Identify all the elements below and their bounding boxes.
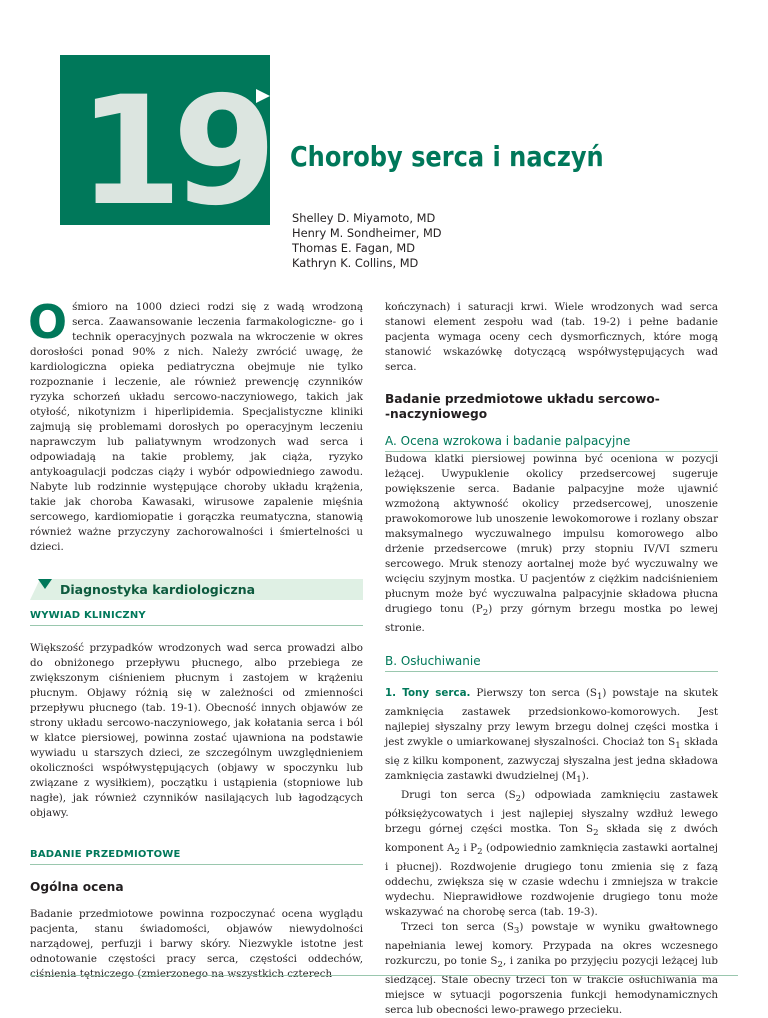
general-text: Badanie przedmiotowe powinna rozpoczynać ocena wyglądu pacjenta, stanu świadomości, objawów niewydolności narządowej, perfuzji i barwy skóry. Niezwykle istotne jest odnotowanie częstości pracy serca, częstości oddechów, ciśnienia tętniczego (zmierzonego na wszystkich czterech	[30, 908, 363, 980]
intro-paragraph	[28, 295, 363, 555]
section-banner	[30, 579, 363, 600]
author: Thomas E. Fagan, MD	[292, 241, 415, 255]
tones-label: 1. Tony serca.	[385, 687, 471, 700]
tones-paragraph-3: Trzeci ton serca $(S_3)$ powstaje w wyniku gwałtownego napełniania lewej komory. Przypada na okres wczesnego rozkurczu, po tonie $S_2$, i zanika po przyjęciu pozycji leżącej lub siedzącej. Stale obecny trzeci ton w trakcie osłuchiwania ma miejsce w sytuacji pogorszenia funkcji hemodynamicznych serca lub obecności lewo-prawego przecieku.	[385, 921, 719, 1017]
general-heading: Ogólna ocena	[30, 880, 124, 894]
cv-heading-line: Badanie przedmiotowe układu sercowo-	[385, 392, 660, 406]
chapter-number-box	[60, 55, 270, 225]
history-text: Większość przypadków wrodzonych wad serca prowadzi albo do obniżonego przepływu płucnego, albo przebiega ze zwiększonym ciśnieniem płucnym i zastojem w krążeniu płucnym. Objawy różnią się w zależności od zmienności przepływu płucnego (tab. 19-1). Obecność innych objawów ze strony układu sercowo-naczyniowego, jak kołatania serca i ból w klatce piersiowej, powinna zostać ujawniona na podstawie wywiadu u starszych dzieci, ze szczególnym uwzględnieniem okoliczności współwystępujących (objawy w spoczynku lub związane z wysiłkiem), początku i ustąpienia (stopniowe lub nagłe), jak również czynników nasilających lub łagodzących objawy.	[30, 642, 363, 819]
intro-text: śmioro na 1000 dzieci rodzi się z wadą wrodzoną serca. Zaawansowanie leczenia farmakologiczne- go i technik operacyjnych pozwala na wkroczenie w okres dorosłości ponad 90% z nich. Należy zwrócić uwagę, że kardiologiczna opieka pediatryczna obejmuje nie tylko rozpoznanie i leczenie, ale również prewencję czynników ryzyka schorzeń układu sercowo-naczyniowego, takich jak otyłość, nikotynizm i hiperlipidemia. Specjalistyczne kliniki zajmują się problemami dorosłych po operacyjnym leczeniu naprawczym lub paliatywnym wrodzonych wad serca i odpowiadają na takie problemy, jak ciąża, ryzyko antykoagulacji podczas ciąży i wybór odpowiedniego zawodu. Nabyte lub rodzinnie występujące choroby układu krążenia, takie jak choroba Kawasaki, wirusowe zapalenie mięśnia sercowego, kardiomiopatie i gorączka reumatyczna, stanowią również ważne przyczyny zachorowalności i śmiertelności u dzieci.	[30, 301, 363, 553]
author-list	[292, 211, 442, 271]
section-title: Diagnostyka kardiologiczna	[60, 582, 256, 597]
arrows-icon	[256, 89, 270, 103]
subA-heading: A. Ocena wzrokowa i badanie palpacyjne	[385, 434, 631, 448]
dropcap: O	[28, 295, 68, 349]
continued-text: kończynach) i saturacji krwi. Wiele wrodzonych wad serca stanowi element zespołu wad (tab. 19-2) i pełne badanie pacjenta wymaga oceny cech dysmorficznych, które mogą stanowić wskazówkę dotyczącą współwystępujących wad serca.	[385, 301, 718, 373]
chapter-title: Choroby serca i naczyń	[290, 140, 604, 173]
history-heading: WYWIAD KLINICZNY	[30, 610, 146, 621]
author: Kathryn K. Collins, MD	[292, 256, 419, 270]
tones-paragraph-2: Drugi ton serca $(S_2)$ odpowiada zamknięciu zastawek półksiężycowatych i jest najlepiej słyszalny wzdłuż lewego brzegu górnej części mostka. Ton $S_2$ składa się z dwóch komponent $A_2$ i $P_2$ (odpowiednio zamknięcia zastawki aortalnej i płucnej). Rozdwojenie drugiego tonu zmienia się z fazą oddechu, zwiększa się w czasie wdechu i zmniejsza w trakcie wydechu. Nieprawidłowe rozdwojenie drugiego tonu może wskazywać na chorobę serca (tab. 19-3).	[385, 789, 718, 919]
tones-paragraph-1: 1. Tony serca. Pierwszy ton serca $(S_1)$ powstaje na skutek zamknięcia zastawek przedsionkowo-komorowych. Jest najlepiej słyszalny przy lewym brzegu dolnej części mostka i jest zwykle o umiarkowanej słyszalności. Chociaż ton $S_1$ składa się z kilku komponent, zazwyczaj słyszalna jest jedna składowa zamknięcia zastawki dwudzielnej $(M_1)$.	[385, 687, 718, 786]
subA-text: Budowa klatki piersiowej powinna być oceniona w pozycji leżącej. Uwypuklenie okolicy przedsercowej sugeruje powiększenie serca. Badanie palpacyjne może ujawnić wzmożoną aktywność okolicy przedsercowej, unoszenie prawokomorowe lub unoszenie lewokomorowe i rozlany obszar maksymalnego wyczuwalnego impulsu komorowego albo drżenie przedsercowe (mruk) przy stopniu IV/VI szmeru sercowego. Mruk stenozy aortalnej może być wyczuwalny we wcięciu szyjnym mostka. U pacjentów z ciężkim nadciśnieniem płucnym może być wyczuwalna palpacyjnie składowa płucna drugiego tonu $(P_2)$ przy górnym brzegu mostka po lewej stronie.	[385, 453, 718, 635]
cv-heading	[385, 392, 718, 422]
chapter-number: 19	[78, 65, 267, 225]
page-bottom-rule	[30, 975, 738, 976]
author: Henry M. Sondheimer, MD	[292, 226, 442, 240]
cv-heading-line: -naczyniowego	[385, 407, 488, 421]
right-column	[385, 300, 718, 1018]
author: Shelley D. Miyamoto, MD	[292, 211, 436, 225]
left-column	[28, 295, 363, 982]
subB-heading: B. Osłuchiwanie	[385, 654, 481, 669]
exam-heading: BADANIE PRZEDMIOTOWE	[30, 849, 181, 860]
triangle-icon	[38, 579, 52, 589]
